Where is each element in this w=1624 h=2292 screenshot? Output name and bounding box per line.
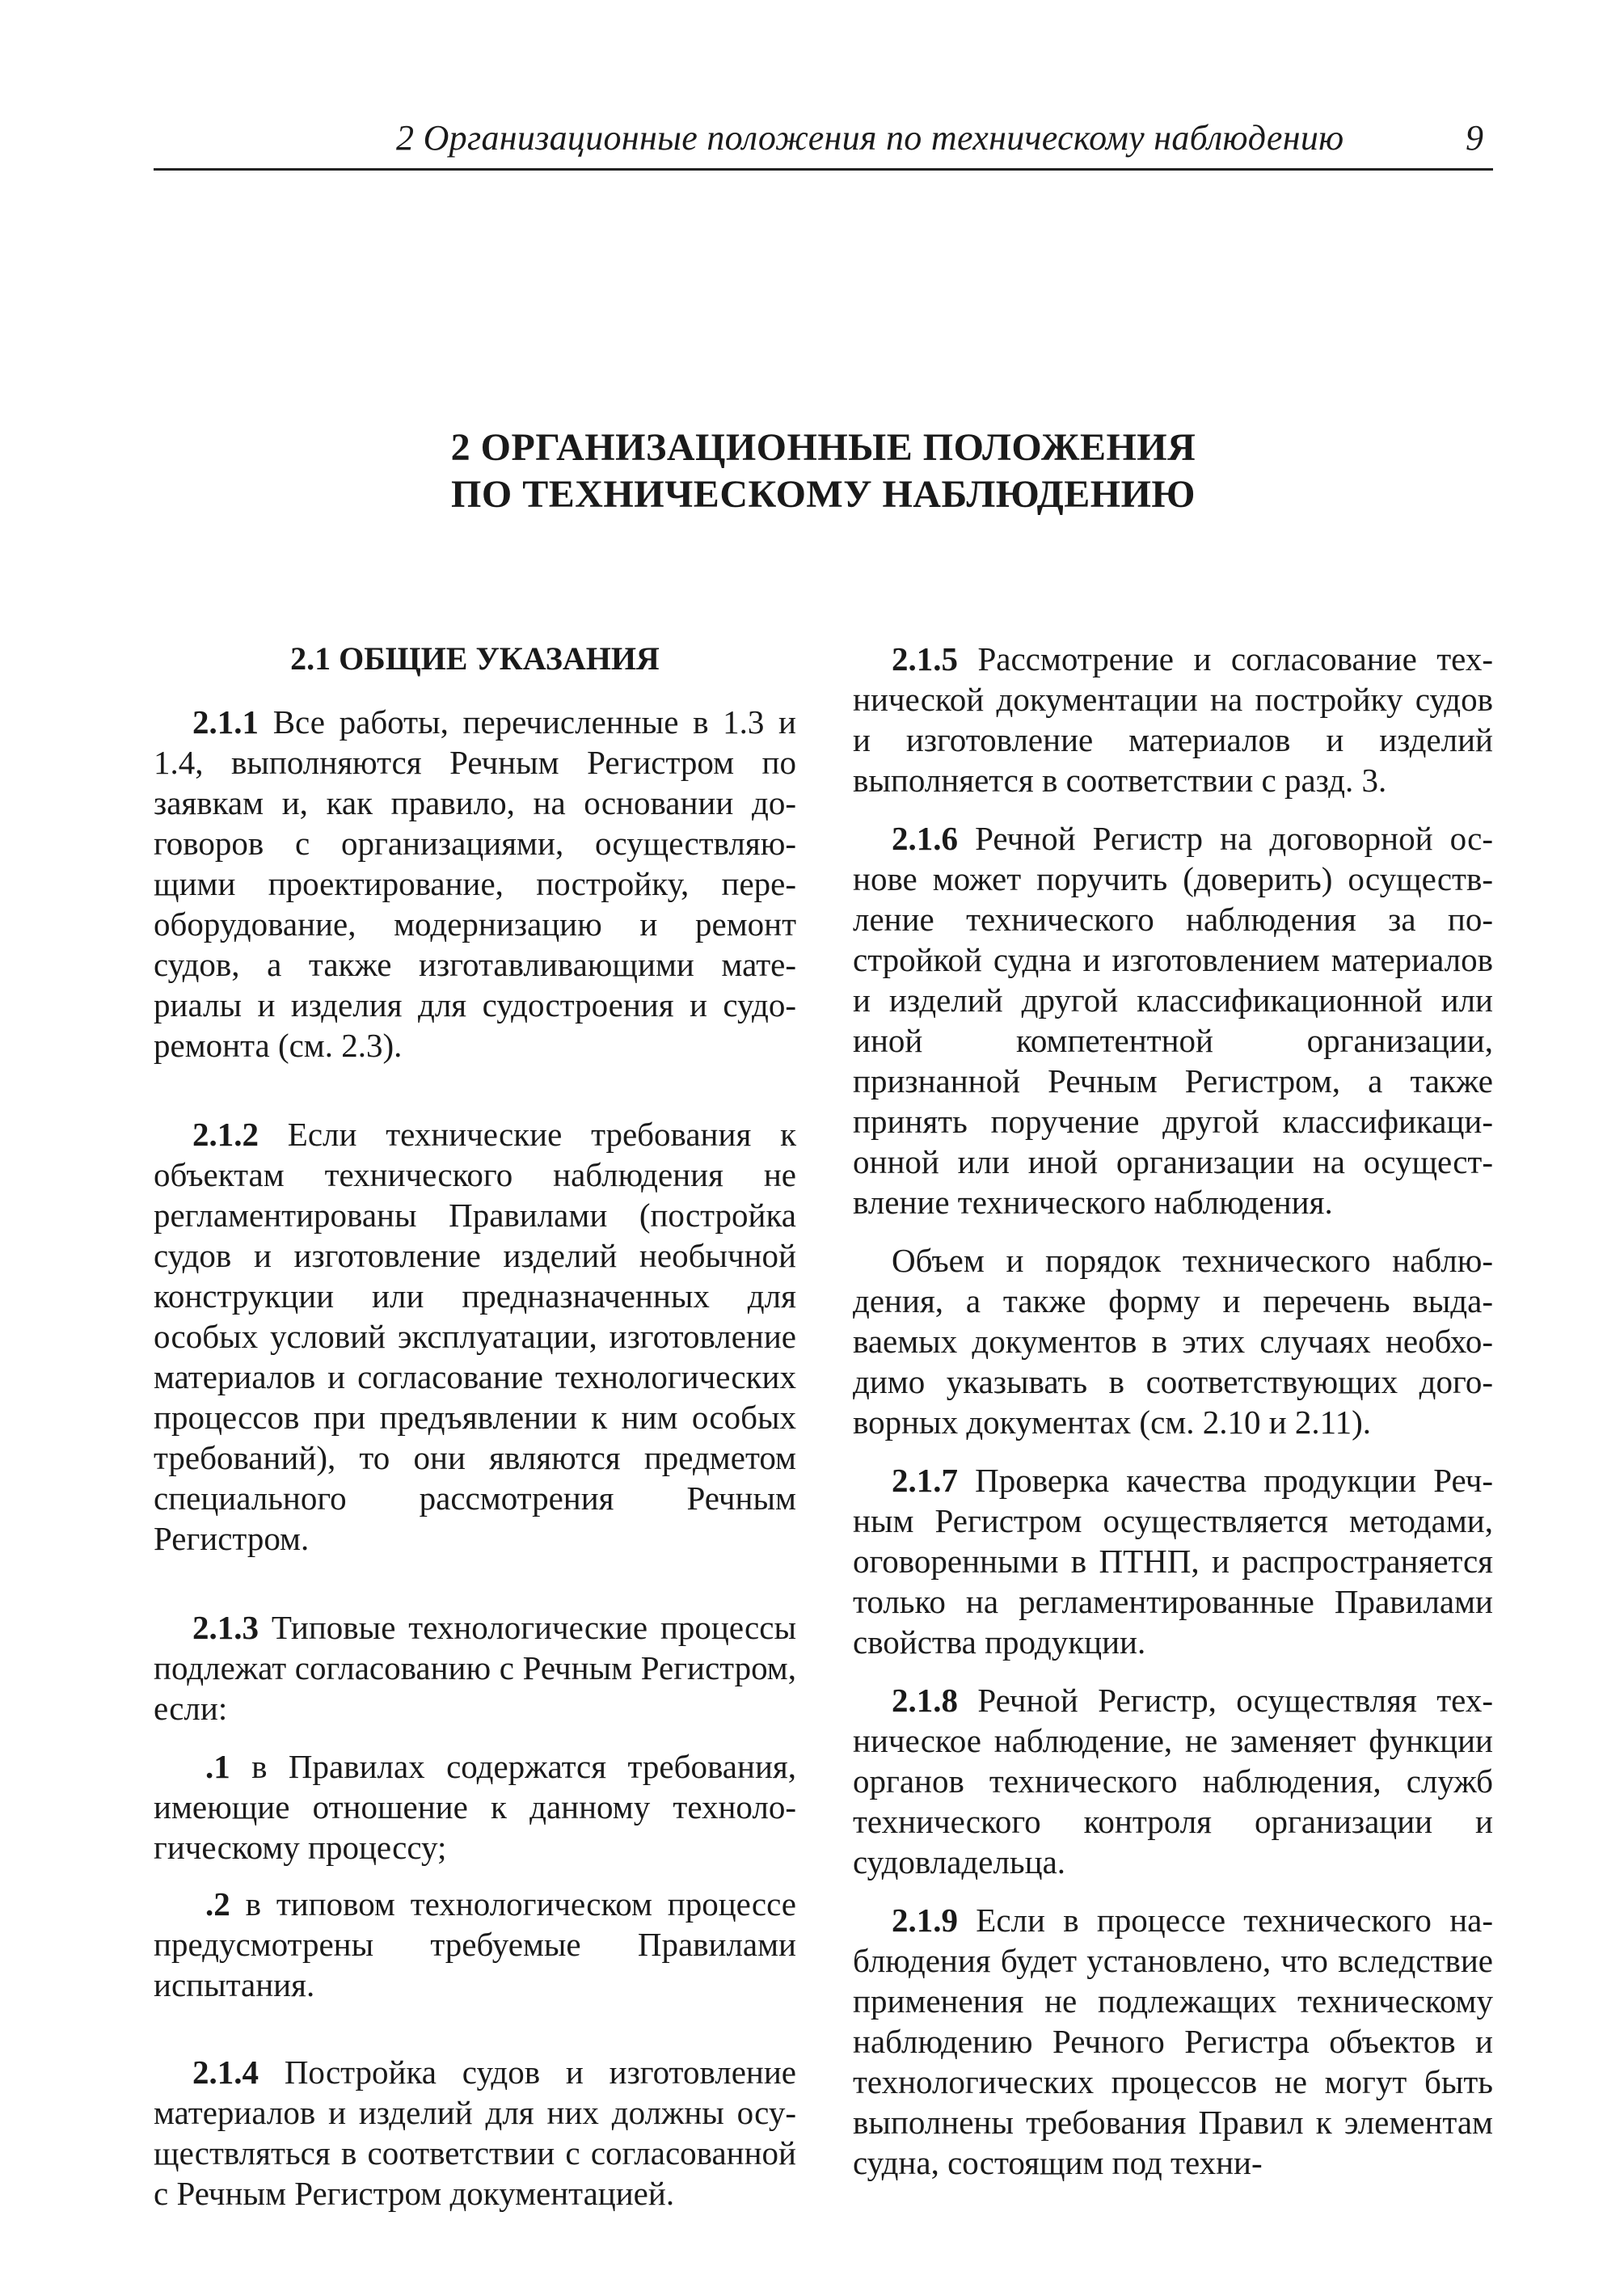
paragraph-text: Типовые технологические процессы подлежат согласованию с Речным Регистром, если: [154,1609,797,1727]
paragraph-2-1-5 [853,639,1493,800]
paragraph-text: Если технические требования к объектам технического наблюдения не регламентированы Правилами (постройка судов и изготовление изделий необычной конструкции или предназначенных для особых условий эксплуатации, изготовление материалов и согласование технологических процессов при предъявлении к ним особых требований), то они являются предметом специального рассмотрения Речным Регистром. [154,1116,797,1557]
paragraph-2-1-6-continuation: Объем и порядок технического наблюдения, а также форму и перечень выдаваемых документов в этих случаях необходимо указывать в соответствующих договорных документах (см. 2.10 и 2.11). [853,1242,1493,1441]
chapter-title-line-2: ПО ТЕХНИЧЕСКОМУ НАБЛЮДЕНИЮ [451,473,1196,516]
chapter-title-line-1: 2 ОРГАНИЗАЦИОННЫЕ ПОЛОЖЕНИЯ [450,426,1196,469]
paragraph-number: 2.1.2 [192,1116,259,1153]
running-head [154,120,1493,171]
paragraph-2-1-2 [154,1114,796,1559]
right-column [853,639,1493,2201]
paragraph-number: 2.1.1 [192,703,259,741]
paragraph-2-1-8 [853,1680,1493,1882]
paragraph-text: Речной Регистр, осуществляя техническое наблюдение, не заменяет функции органов технического наблюдения, служб технического контроля организации и судовладельца. [853,1682,1493,1880]
paragraph-2-1-1 [154,702,796,1066]
paragraph-number: 2.1.6 [892,820,958,857]
paragraph-2-1-6 [853,818,1493,1222]
paragraph-2-1-9 [853,1900,1493,2183]
subitem-text: в типовом технологическом процессе предусмотрены требуемые Правилами испытания. [154,1885,796,2003]
paragraph-text: Постройка судов и изготовление материалов и изделий для них должны осуществляться в соответствии с согласованной с Речным Регистром документацией. [154,2054,796,2212]
section-heading: 2.1 ОБЩИЕ УКАЗАНИЯ [290,640,660,677]
page-number: 9 [1466,118,1483,158]
paragraph-number: 2.1.3 [192,1609,259,1646]
paragraph-text: Рассмотрение и согласование технической документации на постройку судов и изготовление материалов и изделий выполняется в соответствии с разд. 3. [853,640,1493,799]
paragraph-text: Речной Регистр на договорной основе может поручить (доверить) осуществление технического наблюдения за постройкой судна и изготовлением материалов и изделий другой классификационной или иной компетентной организации, признанной Речным Регистром, а также принять поручение другой классификационной или иной организации на осуществление технического наблюдения. [853,820,1494,1221]
subitem-2-1-3-2 [154,1884,796,2005]
paragraph-text: Все работы, перечисленные в 1.3 и 1.4, выполняются Речным Регистром по заявкам и, как правило, на основании договоров с организациями, осуществляющими проектирование, постройку, переоборудование, модернизацию и ремонт судов, а также изготавливающими материалы и изделия для судостроения и судоремонта (см. 2.3). [154,703,796,1064]
subitem-2-1-3-1 [154,1746,796,1868]
paragraph-2-1-7 [853,1460,1493,1662]
paragraph-number: 2.1.5 [892,640,958,677]
left-column [154,639,796,2231]
paragraph-number: 2.1.8 [892,1682,958,1719]
paragraph-number: 2.1.9 [892,1902,958,1939]
chapter-title [154,424,1493,518]
paragraph-2-1-4 [154,2052,796,2214]
paragraph-number: 2.1.4 [192,2054,259,2091]
paragraph-text: Проверка качества продукции Речным Регистром осуществляется методами, оговоренными в ПТНП, и распространяется только на регламентированные Правилами свойства продукции. [853,1462,1494,1661]
subitem-number: .2 [205,1885,230,1923]
paragraph-text: Если в процессе технического наблюдения будет установлено, что вследствие применения не подлежащих техническому наблюдению Речного Регистра объектов и технологических процессов не могут быть выполнены требования Правил к элементам судна, состоящим под техни- [853,1902,1494,2181]
paragraph-number: 2.1.7 [892,1462,958,1499]
subitem-text: в Правилах содержатся требования, имеющие отношение к данному технологическому процессу; [154,1748,796,1866]
subitem-number: .1 [205,1748,230,1785]
paragraph-2-1-3 [154,1607,796,1728]
running-title: 2 Организационные положения по техническому наблюдению [396,118,1344,158]
